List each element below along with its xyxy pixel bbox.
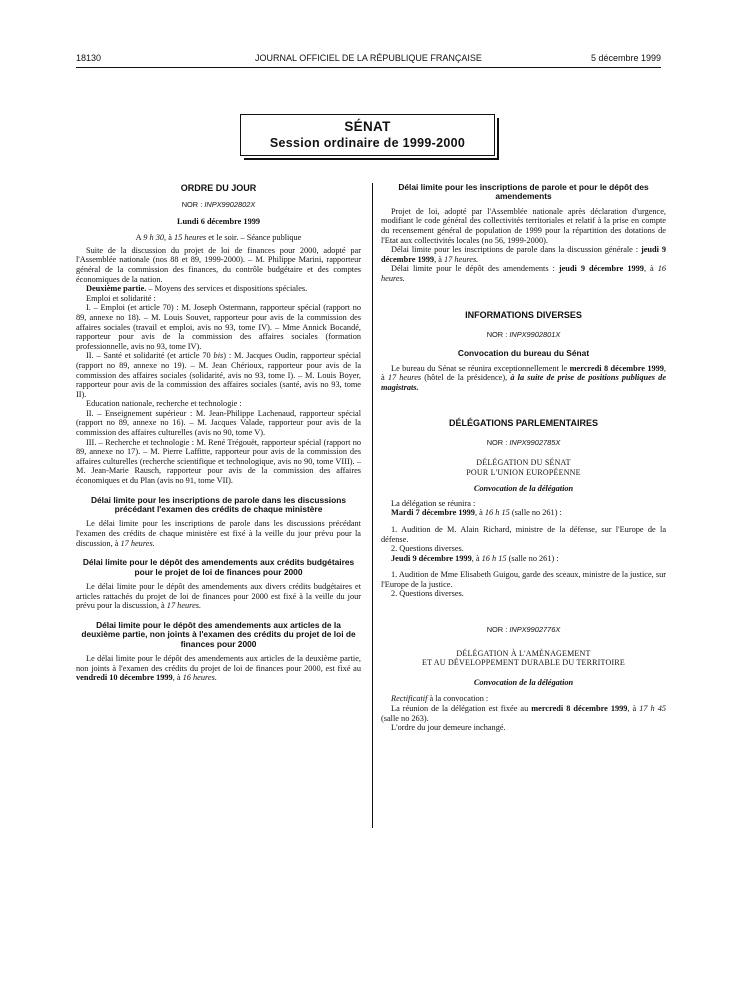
section-heading: Délai limite pour le dépôt des amendements aux crédits budgétaires pour le projet de loi de finances pour 2000: [82, 557, 355, 577]
convocation-heading: Convocation de la délégation: [473, 484, 574, 494]
paragraph: 2. Questions diverses.: [391, 589, 464, 599]
session-title: Session ordinaire de 1999-2000: [269, 136, 466, 150]
paragraph: Le bureau du Sénat se réunira exceptionnellement le mercredi 8 décembre 1999, à 17 heures (hôtel de la présidence), à la suite de prise de positions publiques de magistrats.: [381, 363, 666, 392]
delegation-name: ET AU DÉVELOPPEMENT DURABLE DU TERRITOIRE: [422, 658, 625, 668]
paragraph: II. – Santé et solidarité (et article 70 bis) : M. Jacques Oudin, rapporteur spécial (rapport no 89, annexe no 19). – M. Jean Chérioux, rapporteur pour avis de la commission des affaires sociales (solidarité, avis no 93, tome I). – M. Louis Boyer, rapporteur pour avis de la commission des affaires sociales (santé, avis no 93, tome II).: [76, 351, 361, 399]
header-rule: [76, 67, 661, 68]
section-heading: Délai limite pour le dépôt des amendements aux articles de la deuxième partie, non joints à l'examen des crédits du projet de loi de finances pour 2000: [81, 619, 356, 649]
left-column: [76, 183, 361, 683]
senate-title: SÉNAT: [344, 119, 391, 134]
paragraph: Jeudi 9 décembre 1999, à 16 h 15 (salle no 261) :: [391, 553, 559, 563]
paragraph: La délégation se réunira :: [391, 498, 476, 508]
paragraph: L'ordre du jour demeure inchangé.: [391, 723, 506, 733]
paragraph: Le délai limite pour le dépôt des amendements aux divers crédits budgétaires et articles rattachés du projet de loi de finances pour 2000 est fixé à la veille du jour prévu pour la discussion, à 17 heures.: [76, 582, 361, 611]
paragraph: 1. Audition de Mme Elisabeth Guigou, garde des sceaux, ministre de la justice, sur l'Europe de la justice.: [381, 570, 666, 589]
section-heading: Convocation du bureau du Sénat: [457, 348, 590, 359]
nor-reference: NOR : INPX9902802X: [181, 200, 256, 209]
column-divider: [372, 183, 373, 828]
paragraph: I. – Emploi (et article 70) : M. Joseph Ostermann, rapporteur spécial (rapport no 89, annexe no 18). – M. Louis Souvet, rapporteur pour avis de la commission des affaires sociales (travail et emploi, avis no 93, tome IV). – Mme Annick Bocandé, rapporteur pour avis de la commission des affaires sociales (formation professionnelle, avis no 93, tome IV).: [76, 303, 361, 351]
convocation-heading: Convocation de la délégation: [473, 677, 574, 687]
running-header: [76, 53, 661, 67]
paragraph: Délai limite pour le dépôt des amendements : jeudi 9 décembre 1999, à 16 heures.: [381, 264, 666, 283]
title-box: [240, 114, 495, 156]
nor-reference: NOR : INPX9902785X: [486, 438, 561, 448]
paragraph: III. – Recherche et technologie : M. René Trégouët, rapporteur spécial (rapport no 89, annexe no 17). – M. Pierre Laffitte, rapporteur pour avis de la commission des affaires culturelles (recherche scientifique et technologique, avis no 90, tome VIII). – M. Jean-Marie Rausch, rapporteur pour avis de la commission des affaires économiques et du Plan (avis no 91, tome VII).: [76, 437, 361, 486]
paragraph: II. – Enseignement supérieur : M. Jean-Philippe Lachenaud, rapporteur spécial (rapport no 89, annexe no 16). – M. Jacques Valade, rapporteur pour avis de la commission des affaires culturelles (avis no 90, tome V).: [76, 408, 361, 438]
delegation-name: POUR L'UNION EUROPÉENNE: [466, 467, 581, 477]
paragraph: Projet de loi, adopté par l'Assemblée nationale après déclaration d'urgence, modifiant le code général des collectivités territoriales et relatif à la prise en compte du recensement général de population de 1999 pour la répartition des dotations de l'Etat aux collectivités locales (no 56, 1999-2000).: [381, 206, 666, 245]
paragraph: Suite de la discussion du projet de loi de finances pour 2000, adopté par l'Assemblée nationale (nos 88 et 89, 1999-2000). – M. Philippe Marini, rapporteur général de la commission des finances, du contrôle budgétaire et des comptes économiques de la nation.: [76, 245, 361, 284]
delegation-name: DÉLÉGATION À L'AMÉNAGEMENT: [456, 648, 591, 658]
paragraph: Deuxième partie. – Moyens des services et dispositions spéciales.: [86, 284, 308, 294]
paragraph: La réunion de la délégation est fixée au mercredi 8 décembre 1999, à 17 h 45 (salle no 263).: [381, 704, 667, 723]
paragraph: Rectificatif à la convocation :: [391, 694, 489, 704]
right-column: [381, 183, 666, 733]
nor-reference: NOR : INPX9902776X: [486, 625, 561, 635]
paragraph: Le délai limite pour le dépôt des amendements aux articles de la deuxième partie, non joints à l'examen des crédits du projet de loi de finances pour 2000, est fixé au vendredi 10 décembre 1999, à 16 heures.: [76, 654, 361, 683]
informations-diverses-heading: INFORMATIONS DIVERSES: [465, 309, 582, 320]
paragraph: 2. Questions diverses.: [391, 544, 464, 554]
paragraph: Délai limite pour les inscriptions de parole dans la discussion générale : jeudi 9 décembre 1999, à 17 heures.: [381, 245, 667, 264]
session-time: A 9 h 30, à 15 heures et le soir. – Séance publique: [135, 233, 302, 243]
paragraph: Mardi 7 décembre 1999, à 16 h 15 (salle no 261) :: [391, 508, 562, 518]
paragraph: Education nationale, recherche et technologie :: [86, 399, 242, 409]
delegation-name: DÉLÉGATION DU SÉNAT: [476, 457, 571, 467]
issue-date: 5 décembre 1999: [590, 53, 661, 63]
delegations-heading: DÉLÉGATIONS PARLEMENTAIRES: [448, 418, 598, 429]
paragraph: Le délai limite pour les inscriptions de parole dans les discussions précédant l'examen des crédits de chaque ministère est fixé à la veille du jour prévu pour la discussion, à 17 heures.: [76, 519, 361, 548]
section-heading: Délai limite pour les inscriptions de parole dans les discussions précédant l'examen des crédits de chaque ministère: [90, 494, 347, 515]
paragraph: Emploi et solidarité :: [86, 293, 156, 303]
journal-title: JOURNAL OFFICIEL DE LA RÉPUBLIQUE FRANÇAISE: [255, 53, 482, 63]
paragraph: 1. Audition de M. Alain Richard, ministre de la défense, sur l'Europe de la défense.: [381, 524, 666, 544]
section-heading: Délai limite pour les inscriptions de parole et pour le dépôt des amendements: [398, 182, 649, 202]
session-day: Lundi 6 décembre 1999: [176, 216, 261, 226]
ordre-du-jour-heading: ORDRE DU JOUR: [180, 183, 257, 193]
page-number: 18130: [76, 53, 102, 63]
nor-reference: NOR : INPX9902801X: [486, 329, 561, 339]
